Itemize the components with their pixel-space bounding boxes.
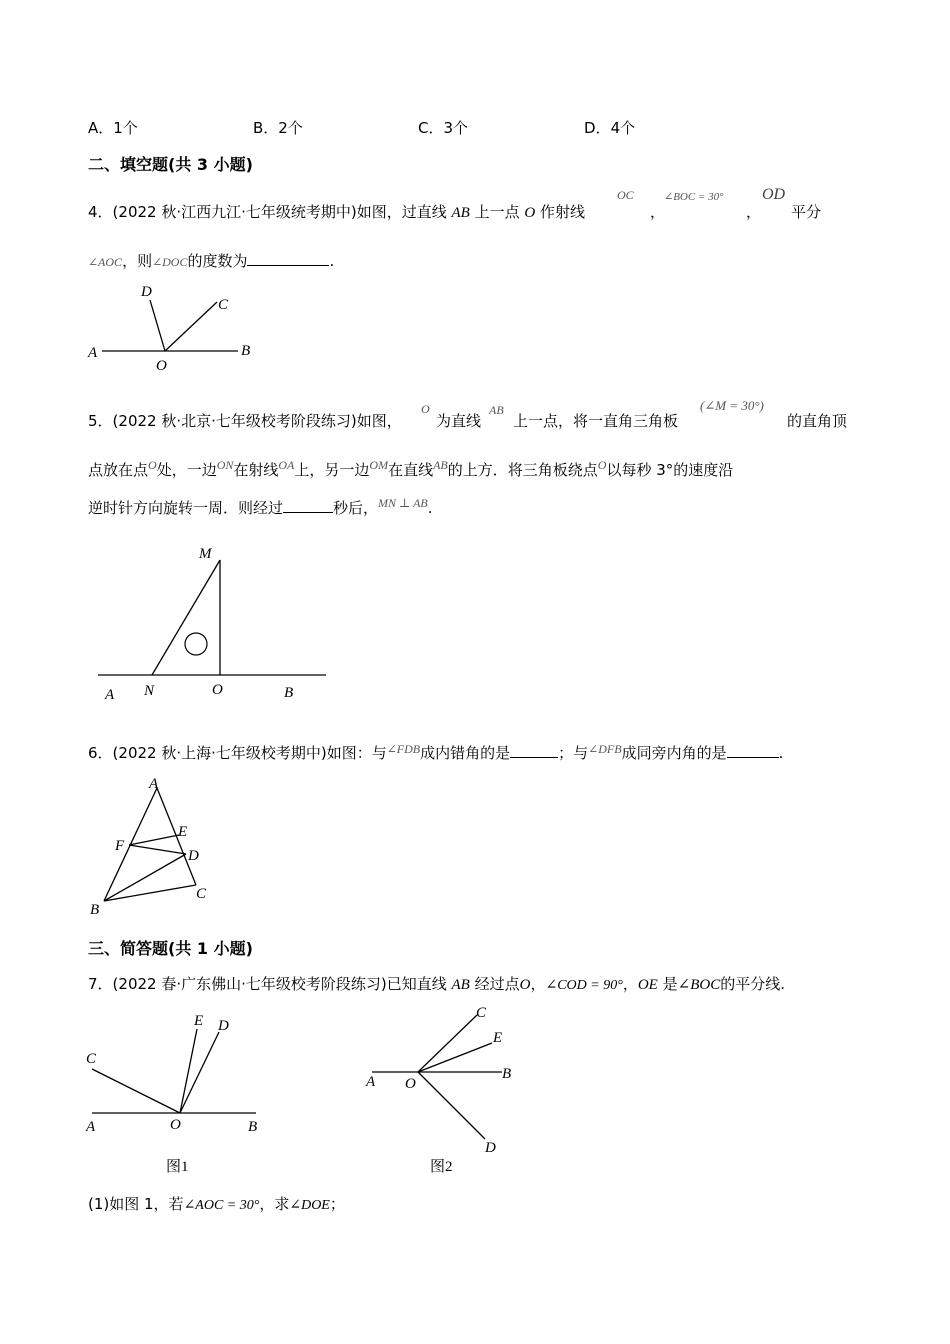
q4-line1: 4．(2022 秋·江西九江·七年级统考期中)如图，过直线 AB 上一点 O 作射线	[88, 203, 586, 221]
label-o: O	[212, 682, 223, 698]
label-a: A	[88, 345, 98, 361]
label-a: A	[86, 1119, 96, 1135]
q4-figure	[80, 278, 270, 378]
q4-comma2: ，	[746, 203, 762, 221]
q7-figure-2-caption: 图2	[430, 1159, 453, 1175]
label-m: M	[199, 546, 212, 562]
label-a: A	[366, 1074, 376, 1090]
label-d: D	[218, 1018, 229, 1034]
q7-figure-1	[80, 1005, 280, 1145]
q4-t4: 平分	[791, 203, 822, 221]
side-ac	[157, 788, 196, 885]
q5-line3: 逆时针方向旋转一周．则经过 秒后，$^{MN \perp AB}$.	[88, 496, 433, 517]
label-c: C	[196, 886, 207, 902]
triangle-hyp	[152, 560, 220, 675]
ray-oe	[418, 1043, 492, 1072]
q4-boc: ∠BOC = 30°	[664, 191, 724, 203]
label-b: B	[248, 1119, 258, 1135]
seg-fd	[129, 845, 186, 854]
label-o: O	[170, 1117, 181, 1133]
q5-ab: AB	[489, 403, 504, 417]
label-a: A	[149, 776, 159, 792]
ray-oc	[165, 302, 217, 351]
ray-oc	[418, 1015, 477, 1072]
label-e: E	[194, 1013, 204, 1029]
label-e: E	[178, 824, 188, 840]
label-d: D	[141, 284, 152, 300]
q7-figure-2	[360, 1000, 530, 1160]
q4-od: OD	[762, 186, 786, 203]
q6-answer-blank-1[interactable]	[510, 743, 558, 758]
label-a: A	[105, 687, 115, 703]
q5-line2: 点放在点$^O$处，一边$^{ON}$在射线$^{OA}$上，另一边$^{OM}$在直线$^{AB}$的上方．将三角板绕点$^O$以每秒 3°的速度沿	[88, 458, 734, 479]
q5-line1-a: 5．(2022 秋·北京·七年级校考阶段练习)如图，	[88, 412, 402, 430]
label-b: B	[502, 1066, 512, 1082]
ray-od	[180, 1032, 219, 1113]
label-e: E	[493, 1030, 503, 1046]
q5-t2: 为直线	[436, 412, 482, 430]
choice-a: A．1个	[88, 119, 138, 137]
q4-oc: OC	[617, 188, 634, 202]
label-b: B	[241, 343, 251, 359]
q7-figure-1-caption: 图1	[166, 1159, 189, 1175]
q5-figure	[90, 538, 340, 708]
q4-answer-blank[interactable]	[247, 251, 329, 266]
q5-t4: 的直角顶	[787, 412, 848, 430]
seg-fe	[129, 835, 179, 845]
label-o: O	[156, 358, 167, 374]
q4-comma1: ，	[650, 203, 666, 221]
choice-d: D．4个	[584, 119, 636, 137]
ray-oc	[92, 1069, 180, 1113]
q5-o: O	[421, 402, 430, 416]
label-c: C	[476, 1005, 487, 1021]
q6-line: 6．(2022 秋·上海·七年级校考期中)如图：与$^{\angle FDB}$成内错角的是 ；与$^{\angle DFB}$成同旁内角的是 .	[88, 742, 784, 762]
q5-t3: 上一点，将一直角三角板	[513, 412, 679, 430]
q6-answer-blank-2[interactable]	[727, 743, 779, 758]
label-b: B	[90, 902, 100, 918]
choice-b: B．2个	[253, 119, 303, 137]
label-b: B	[284, 685, 294, 701]
q6-figure	[82, 770, 222, 920]
q5-answer-blank[interactable]	[283, 498, 333, 513]
label-n: N	[144, 683, 155, 699]
q4-line2: ∠AOC，则∠DOC的度数为 .	[88, 252, 335, 270]
triangle-hole	[185, 633, 207, 655]
q7-sub1: (1)如图 1，若∠AOC = 30°，求∠DOE；	[88, 1195, 345, 1213]
label-d: D	[485, 1140, 496, 1156]
label-d: D	[188, 848, 199, 864]
choice-c: C．3个	[418, 119, 469, 137]
label-c: C	[86, 1051, 97, 1067]
label-o: O	[405, 1076, 416, 1092]
label-c: C	[218, 297, 229, 313]
section-2-heading: 二、填空题(共 3 小题)	[88, 155, 253, 174]
ray-od	[150, 300, 165, 351]
ray-od	[418, 1072, 485, 1139]
label-f: F	[115, 838, 125, 854]
q5-m30: (∠M = 30°)	[700, 398, 764, 413]
section-3-heading: 三、简答题(共 1 小题)	[88, 939, 253, 958]
ray-oe	[180, 1029, 197, 1113]
q7-line: 7．(2022 春·广东佛山·七年级校考阶段练习)已知直线 AB 经过点O，∠COD = 90°，OE 是∠BOC的平分线.	[88, 975, 785, 993]
